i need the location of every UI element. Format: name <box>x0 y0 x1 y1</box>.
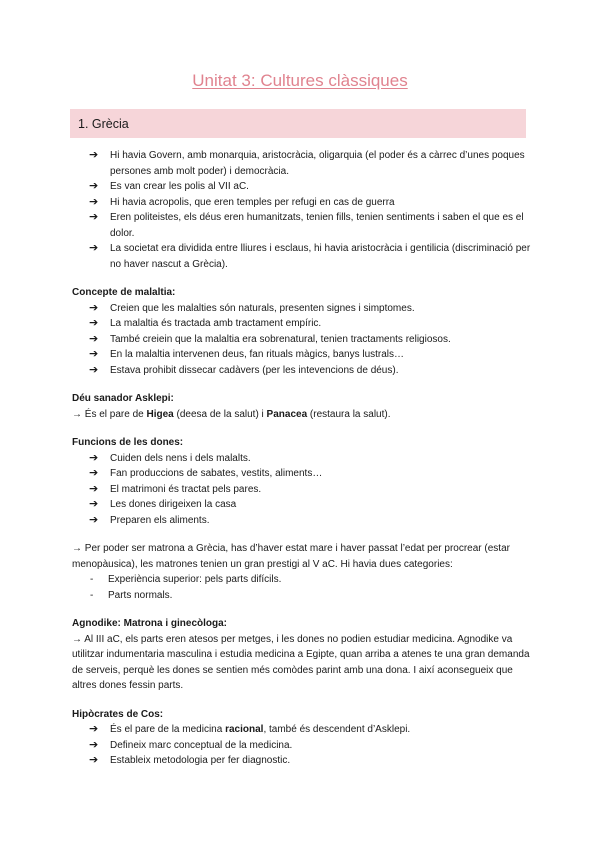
arrow-icon: ➔ <box>89 738 99 751</box>
list-item: ➔ El matrimoni és tractat pels pares. <box>72 482 532 498</box>
agnodike-heading: Agnodike: Matrona i ginecòloga: <box>72 618 228 629</box>
asklepi-heading: Déu sanador Asklepi: <box>72 393 174 404</box>
arrow-icon: ➔ <box>89 242 99 254</box>
section-title: 1. Grècia <box>78 116 129 131</box>
list-item: ➔ Eren politeistes, els déus eren humanitzats, tenien fills, tenien sentiments i saben el que es el dolor. <box>89 211 524 239</box>
grecia-list <box>72 148 532 272</box>
arrow-icon: ➔ <box>89 754 99 766</box>
dones-heading: Funcions de les dones: <box>72 437 184 448</box>
list-item: ➔ Estableix metodologia per fer diagnostic. <box>72 753 532 769</box>
matrona-paragraph: → Per poder ser matrona a Grècia, has d’haver estat mare i haver passat l’edat per procrear (estar menopàusica), les matrones tenien un gran prestigi al V aC. Hi havia dues categories: <box>72 543 510 570</box>
list-item: ➔ Preparen els aliments. <box>72 513 532 529</box>
agnodike-paragraph: → Al III aC, els parts eren atesos per metges, i les dones no podien estudiar medicina. Agnodike va utilitzar indumentaria masculina i estudia medicina a Egipte, quan arriba a atenes te una gran demanda de serveis, perquè les dones se sentien més comòdes parint amb una dona. I així aconsegueix que altres dones fessin parts. <box>72 633 530 691</box>
list-item: ➔ Es van crear les polis al VII aC. <box>72 179 532 195</box>
arrow-icon: ➔ <box>89 482 99 495</box>
list-item: ➔ Les dones dirigeixen la casa <box>72 497 532 513</box>
list-item: ➔ Estava prohibit dissecar cadàvers (per les intevencions de déus). <box>72 363 532 379</box>
dash-icon: - <box>90 589 94 601</box>
list-item: ➔ Defineix marc conceptual de la medicina. <box>72 738 532 754</box>
page-title: Unitat 3: Cultures clàssiques <box>192 71 408 90</box>
arrow-icon: ➔ <box>89 332 99 345</box>
section-header-grecia <box>70 109 526 138</box>
arrow-icon: ➔ <box>89 498 99 510</box>
list-item: ➔ Creien que les malalties són naturals, presenten signes i simptomes. <box>72 301 532 317</box>
higea-term: Higea <box>146 408 174 420</box>
list-item: ➔ La societat era dividida entre lliures i esclaus, hi havia aristocràcia i gentilicia (discriminació per no haver nascut a Grècia). <box>89 242 531 270</box>
arrow-icon: ➔ <box>89 363 99 376</box>
list-item: ➔ Hi havia Govern, amb monarquia, aristocràcia, oligarquia (el poder és a càrrec d’unes poques persones amb molt poder) i democràcia. <box>89 149 525 177</box>
list-item: ➔ Fan produccions de sabates, vestits, aliments… <box>72 466 532 482</box>
arrow-icon: ➔ <box>89 301 99 314</box>
dash-icon: - <box>90 574 94 585</box>
arrow-icon: ➔ <box>89 211 99 223</box>
panacea-term: Panacea <box>266 408 308 420</box>
arrow-icon: ➔ <box>89 348 99 360</box>
arrow-icon: ➔ <box>89 723 99 735</box>
arrow-icon: ➔ <box>89 467 99 479</box>
list-item: ➔ També creiein que la malaltia era sobrenatural, tenien tractaments religiosos. <box>72 332 532 348</box>
list-item: - Parts normals. <box>72 588 532 604</box>
arrow-icon: ➔ <box>89 180 99 192</box>
malaltia-list <box>72 301 532 379</box>
arrow-icon: ➔ <box>89 451 99 464</box>
arrow-icon: ➔ <box>89 149 99 161</box>
list-item: ➔ La malaltia és tractada amb tractament empíric. <box>72 316 532 332</box>
list-item: - Experiència superior: pels parts difícils. <box>72 572 532 588</box>
list-item: ➔ En la malaltia intervenen deus, fan rituals màgics, banys lustrals… <box>72 347 532 363</box>
malaltia-heading: Concepte de malaltia: <box>72 287 176 298</box>
arrow-icon: ➔ <box>89 317 99 329</box>
arrow-icon: ➔ <box>89 513 99 526</box>
hipocrates-heading: Hipòcrates de Cos: <box>72 708 164 720</box>
dones-list <box>72 451 532 529</box>
arrow-icon: ➔ <box>89 195 99 208</box>
asklepi-text: → És el pare de Higea (deesa de la salut) i Panacea (restaura la salut). <box>72 408 391 420</box>
list-item: ➔ Hi havia acropolis, que eren temples per refugi en cas de guerra <box>72 195 532 211</box>
list-item: ➔ Cuiden dels nens i dels malalts. <box>72 451 532 467</box>
matrona-categories <box>72 572 532 603</box>
list-item: ➔ És el pare de la medicina racional, també és descendent d’Asklepi. <box>72 722 532 738</box>
document-body <box>72 148 532 769</box>
racional-term: racional <box>225 724 264 735</box>
hipocrates-list <box>72 722 532 769</box>
